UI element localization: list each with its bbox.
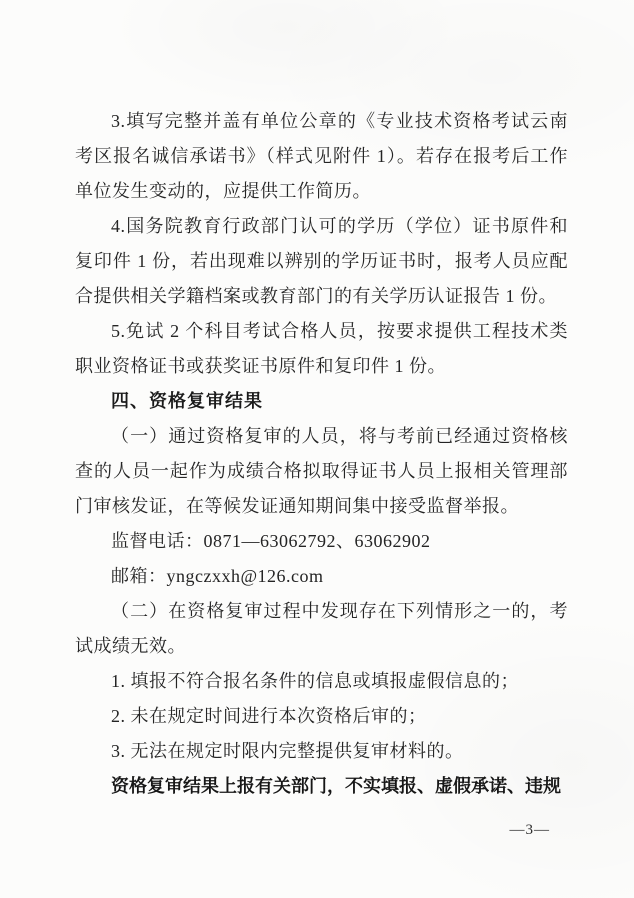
page-number: —3— [509, 822, 550, 838]
para-bold-warning-report: 资格复审结果上报有关部门，不实填报、虚假承诺、违规 [111, 776, 561, 796]
para-passed-review-process: （一）通过资格复审的人员，将与考前已经通过资格核查的人员一起作为成绩合格拟取得证书人员上报相关管理部门审核发证，在等候发证通知期间集中接受监督举报。 [75, 426, 568, 516]
line-supervision-phone: 监督电话：0871—63062792、63062902 [111, 531, 431, 551]
para-invalid-score-conditions: （二）在资格复审过程中发现存在下列情形之一的，考试成绩无效。 [75, 601, 568, 656]
list-item-2-missed-deadline: 2. 未在规定时间进行本次资格后审的； [111, 706, 427, 726]
list-item-3-incomplete-materials: 3. 无法在规定时限内完整提供复审材料的。 [111, 741, 464, 761]
para-item-3-required-commitment: 3.填写完整并盖有单位公章的《专业技术资格考试云南考区报名诚信承诺书》（样式见附件 1）。若存在报考后工作单位发生变动的，应提供工作简历。 [75, 111, 568, 201]
para-item-5-exempt-subjects: 5.免试 2 个科目考试合格人员，按要求提供工程技术类职业资格证书或获奖证书原件和复印件 1 份。 [75, 321, 568, 376]
section-heading-review-results: 四、资格复审结果 [111, 391, 263, 411]
para-item-4-diploma-documents: 4.国务院教育行政部门认可的学历（学位）证书原件和复印件 1 份，若出现难以辨别的学历证书时，报考人员应配合提供相关学籍档案或教育部门的有关学历认证报告 1 份。 [75, 216, 568, 306]
line-email-address: 邮箱：yngczxxh@126.com [111, 566, 324, 586]
list-item-1-false-information: 1. 填报不符合报名条件的信息或填报虚假信息的； [111, 671, 519, 691]
